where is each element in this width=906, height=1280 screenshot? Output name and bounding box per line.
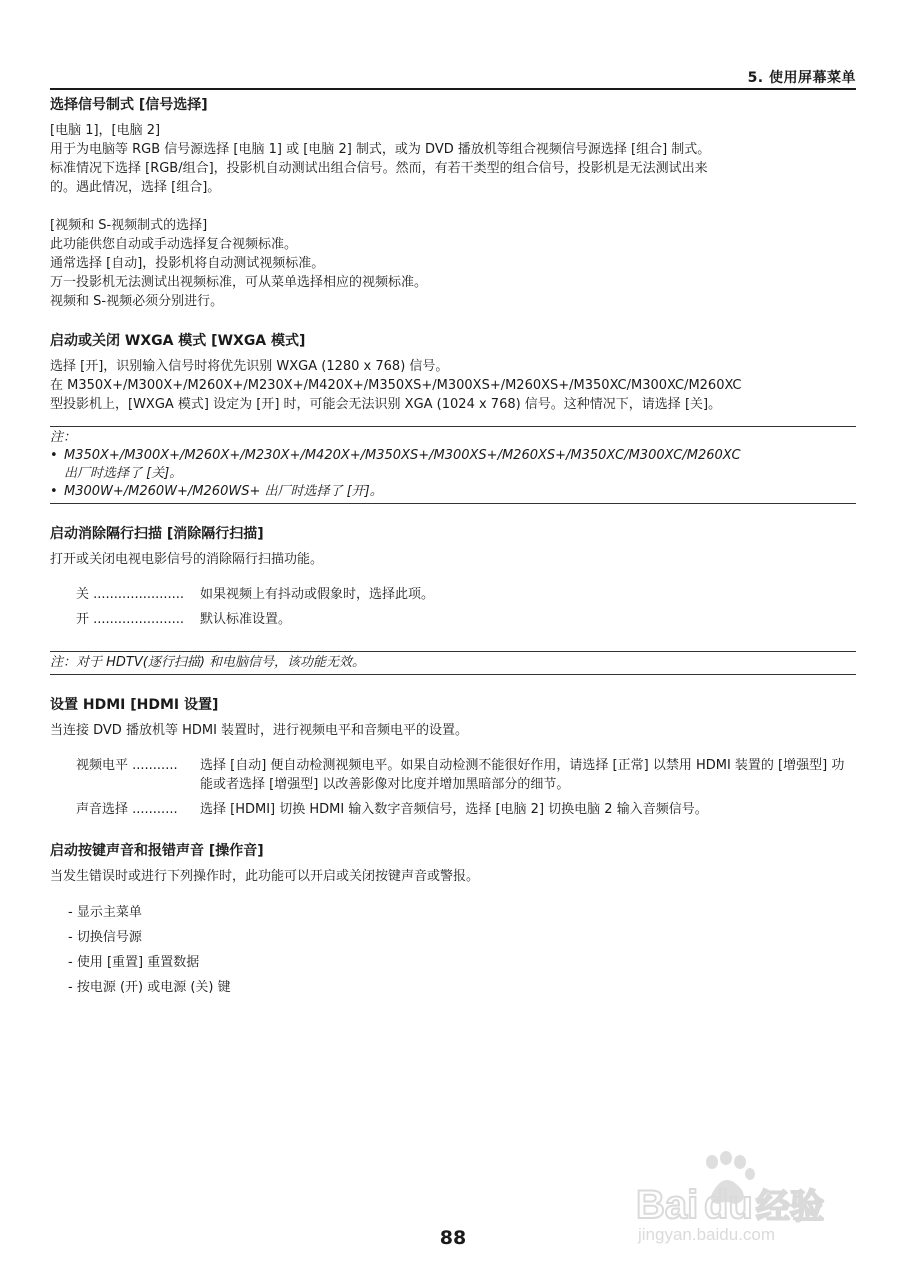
option-term: 声音选择 ........... — [76, 802, 178, 817]
list-item: - 使用 [重置] 重置数据 — [68, 955, 200, 970]
note-label: 注： — [50, 430, 77, 445]
list-item: - 显示主菜单 — [68, 905, 142, 920]
section-title: 设置 HDMI [HDMI 设置] — [50, 697, 219, 713]
page-content — [50, 95, 856, 1000]
section-description: 打开或关闭电视电影信号的消除隔行扫描功能。 — [50, 552, 324, 567]
section-description: 当发生错误时或进行下列操作时，此功能可以开启或关闭按键声音或警报。 — [50, 869, 480, 884]
option-row — [76, 585, 856, 604]
svg-text:Bai: Bai — [636, 1183, 699, 1227]
note-text: M300W+/M260W+/M260WS+ 出厂时选择了 [开]。 — [64, 484, 383, 499]
section-title: 启动按键声音和报错声音 [操作音] — [50, 843, 264, 859]
svg-text:du: du — [704, 1183, 753, 1227]
svg-text:jingyan.baidu.com: jingyan.baidu.com — [638, 1225, 776, 1244]
paragraph-line: 通常选择 [自动]，投影机将自动测试视频标准。 — [50, 256, 325, 271]
paragraph-line: 在 M350X+/M300X+/M260X+/M230X+/M420X+/M350XS+/M300XS+/M260XS+/M350XC/M300XC/M260XC — [50, 378, 742, 393]
section-title: 选择信号制式 [信号选择] — [50, 97, 208, 113]
option-term: 关 ...................... — [76, 587, 185, 602]
bullet: • — [50, 448, 58, 463]
bullet: • — [50, 484, 58, 499]
option-list — [76, 585, 856, 629]
note-box — [50, 651, 856, 675]
note-text: 出厂时选择了 [关]。 — [64, 466, 183, 481]
list-item: - 按电源 (开) 或电源 (关) 键 — [68, 980, 231, 995]
paragraph-line: 选择 [开]，识别输入信号时将优先识别 WXGA (1280 x 768) 信号。 — [50, 359, 449, 374]
subheading: [电脑 1]，[电脑 2] — [50, 123, 161, 138]
note-text: 注：对于 HDTV(逐行扫描) 和电脑信号，该功能无效。 — [50, 655, 366, 670]
paragraph-line: 的。遇此情况，选择 [组合]。 — [50, 180, 221, 195]
option-desc: 选择 [HDMI] 切换 HDMI 输入数字音频信号，选择 [电脑 2] 切换电脑 2 输入音频信号。 — [200, 802, 708, 817]
option-list — [76, 756, 856, 819]
paragraph-line: 此功能供您自动或手动选择复合视频标准。 — [50, 237, 298, 252]
section-hdmi-settings — [50, 695, 856, 819]
note-item — [50, 483, 856, 501]
paragraph-line: 标准情况下选择 [RGB/组合]，投影机自动测试出组合信号。然而，有若干类型的组合信号，投影机是无法测试出来 — [50, 161, 708, 176]
option-term: 开 ...................... — [76, 612, 185, 627]
list-item: - 切换信号源 — [68, 930, 142, 945]
paragraph-line: 万一投影机无法测试出视频标准，可从菜单选择相应的视频标准。 — [50, 275, 428, 290]
header-rule — [50, 88, 856, 90]
paragraph-line: 用于为电脑等 RGB 信号源选择 [电脑 1] 或 [电脑 2] 制式，或为 DVD 播放机等组合视频信号源选择 [组合] 制式。 — [50, 142, 711, 157]
option-row — [76, 800, 856, 819]
paragraph-line: 型投影机上，[WXGA 模式] 设定为 [开] 时，可能会无法识别 XGA (1024 x 768) 信号。这种情况下，请选择 [关]。 — [50, 397, 722, 412]
section-title: 启动消除隔行扫描 [消除隔行扫描] — [50, 526, 264, 542]
option-row — [76, 756, 856, 794]
option-row — [76, 610, 856, 629]
option-term: 视频电平 ........... — [76, 758, 178, 773]
section-beep — [50, 841, 856, 1000]
chapter-heading: 5. 使用屏幕菜单 — [747, 70, 856, 86]
option-desc: 默认标准设置。 — [200, 612, 292, 627]
subheading: [视频和 S-视频制式的选择] — [50, 218, 208, 233]
section-wxga-mode — [50, 331, 856, 504]
operation-list — [68, 900, 856, 1000]
section-signal-select — [50, 95, 856, 311]
svg-text:经验: 经验 — [756, 1187, 824, 1227]
note-item — [50, 447, 856, 483]
page-number: 88 — [439, 1227, 467, 1249]
paragraph-line: 视频和 S-视频必须分别进行。 — [50, 294, 224, 309]
option-desc: 选择 [自动] 便自动检测视频电平。如果自动检测不能很好作用，请选择 [正常] 以禁用 HDMI 装置的 [增强型] 功能或者选择 [增强型] 以改善影像对比度并增加黑暗部分的细节。 — [200, 758, 845, 792]
section-description: 当连接 DVD 播放机等 HDMI 装置时，进行视频电平和音频电平的设置。 — [50, 723, 469, 738]
section-deinterlace — [50, 524, 856, 675]
note-box — [50, 426, 856, 504]
note-text: M350X+/M300X+/M260X+/M230X+/M420X+/M350XS+/M300XS+/M260XS+/M350XC/M300XC/M260XC — [64, 448, 741, 463]
section-title: 启动或关闭 WXGA 模式 [WXGA 模式] — [50, 333, 306, 349]
option-desc: 如果视频上有抖动或假象时，选择此项。 — [200, 587, 435, 602]
